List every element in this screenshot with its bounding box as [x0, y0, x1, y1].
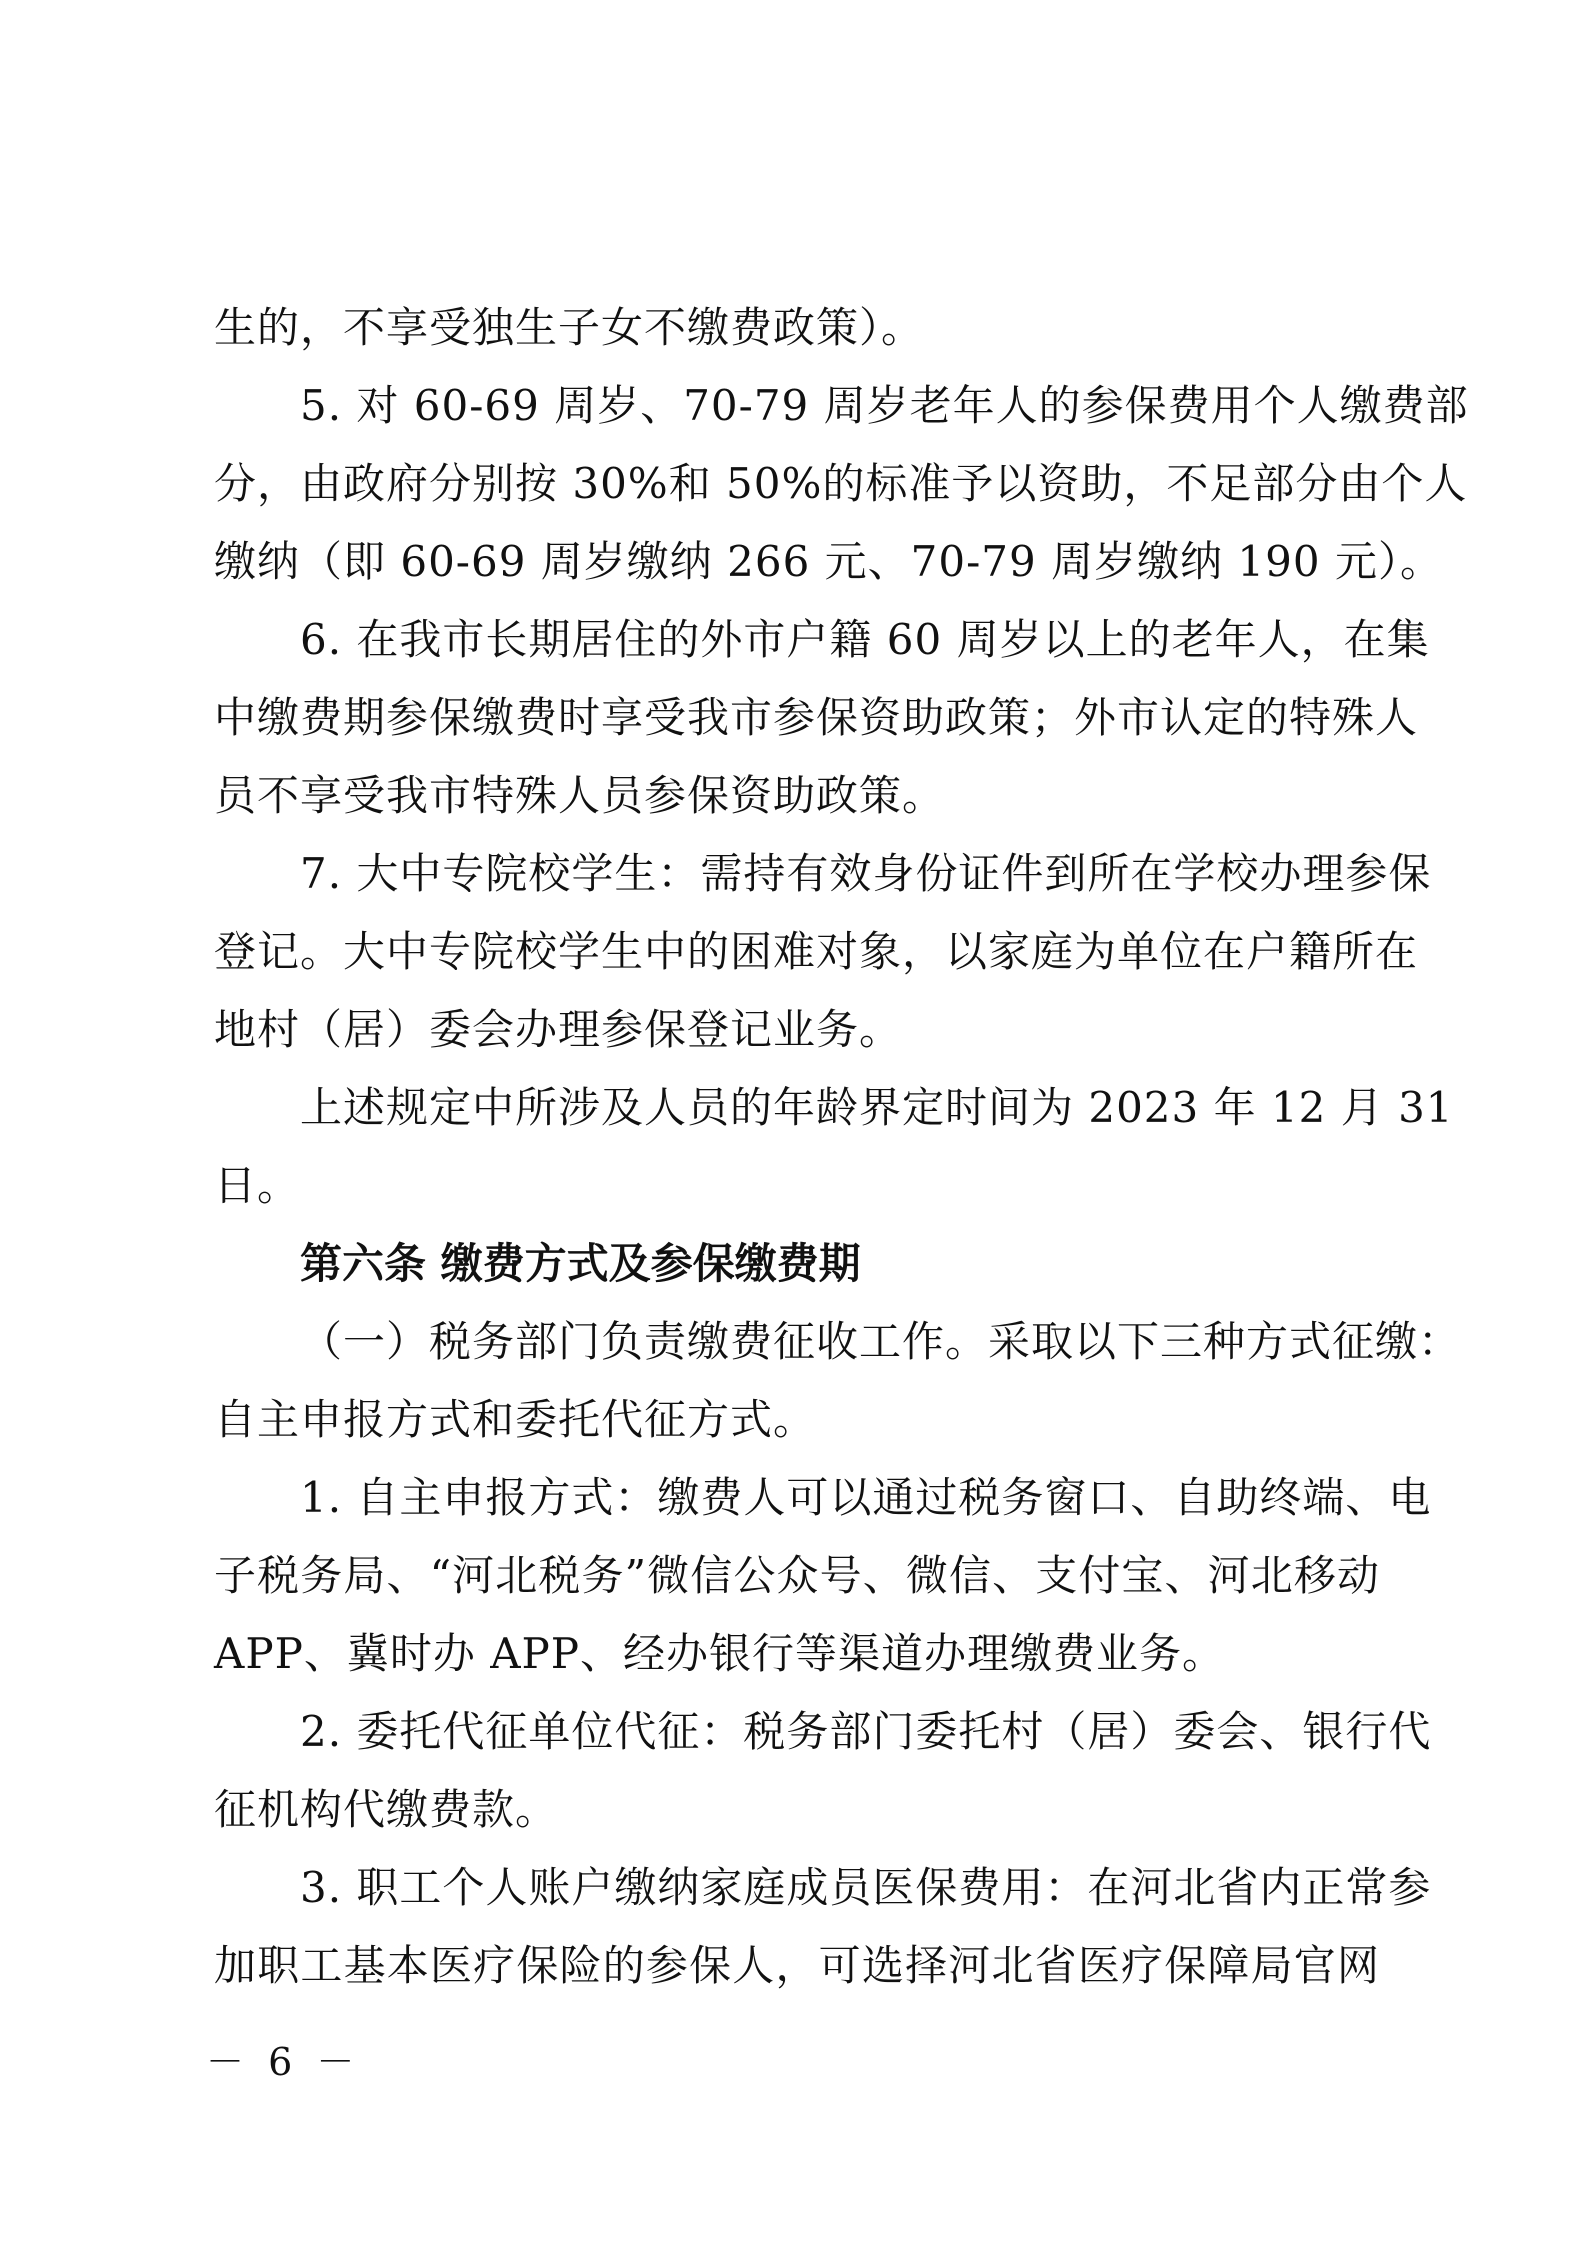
text-line-4: 缴纳（即 60-69 周岁缴纳 266 元、70-79 周岁缴纳 190 元）。 — [214, 537, 1443, 586]
text-line-8: 7. 大中专院校学生：需持有效身份证件到所在学校办理参保 — [300, 849, 1432, 898]
page-number: － 6 － — [206, 2040, 361, 2084]
text-line-15: 自主申报方式和委托代征方式。 — [214, 1395, 817, 1444]
text-line-1: 生的，不享受独生子女不缴费政策）。 — [214, 303, 925, 352]
text-line-22: 加职工基本医疗保险的参保人，可选择河北省医疗保障局官网 — [214, 1941, 1380, 1990]
text-line-6: 中缴费期参保缴费时享受我市参保资助政策；外市认定的特殊人 — [214, 693, 1419, 742]
text-line-9: 登记。大中专院校学生中的困难对象，以家庭为单位在户籍所在 — [214, 927, 1419, 976]
text-line-11: 上述规定中所涉及人员的年龄界定时间为 2023 年 12 月 31 — [300, 1083, 1454, 1132]
text-line-5: 6. 在我市长期居住的外市户籍 60 周岁以上的老年人，在集 — [300, 615, 1430, 664]
text-line-10: 地村（居）委会办理参保登记业务。 — [214, 1005, 903, 1054]
text-line-7: 员不享受我市特殊人员参保资助政策。 — [214, 771, 946, 820]
text-line-12: 日。 — [214, 1161, 301, 1210]
section-heading: 第六条 缴费方式及参保缴费期 — [300, 1239, 861, 1288]
text-line-21: 3. 职工个人账户缴纳家庭成员医保费用：在河北省内正常参 — [300, 1863, 1432, 1912]
text-line-17: 子税务局、“河北税务”微信公众号、微信、支付宝、河北移动 — [214, 1551, 1380, 1600]
text-line-14: （一）税务部门负责缴费征收工作。采取以下三种方式征缴： — [300, 1317, 1462, 1366]
text-line-3: 分，由政府分别按 30%和 50%的标准予以资助，不足部分由个人 — [214, 459, 1468, 508]
text-line-19: 2. 委托代征单位代征：税务部门委托村（居）委会、银行代 — [300, 1707, 1432, 1756]
text-line-16: 1. 自主申报方式：缴费人可以通过税务窗口、自助终端、电 — [300, 1473, 1432, 1522]
text-line-18: APP、冀时办 APP、经办银行等渠道办理缴费业务。 — [214, 1629, 1226, 1678]
text-line-2: 5. 对 60-69 周岁、70-79 周岁老年人的参保费用个人缴费部 — [300, 381, 1469, 430]
text-line-20: 征机构代缴费款。 — [214, 1785, 559, 1834]
